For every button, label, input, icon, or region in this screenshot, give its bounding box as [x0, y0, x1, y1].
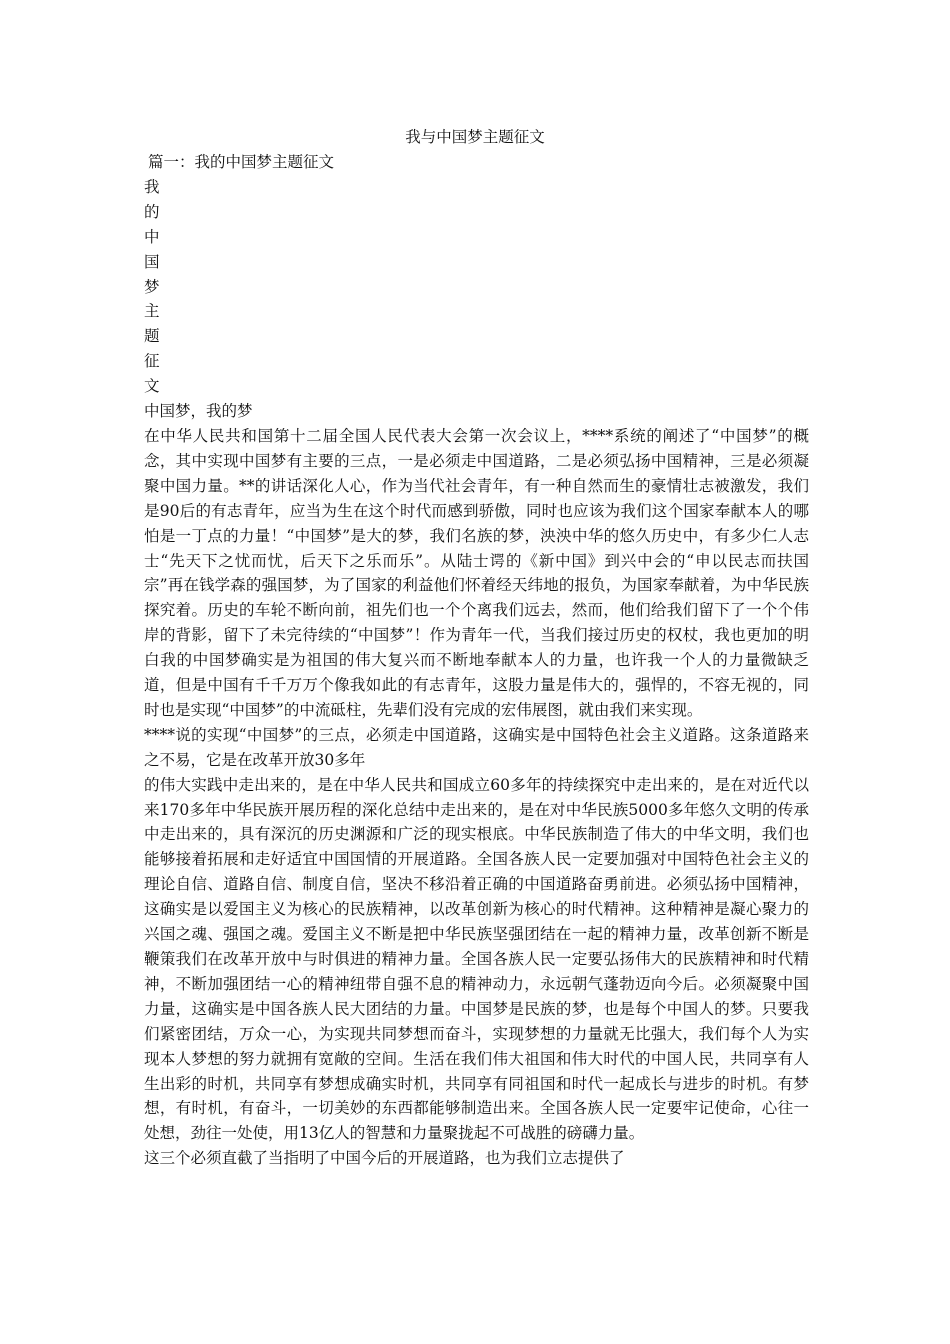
document-body — [144, 150, 809, 1171]
vertical-title-char: 我 — [144, 177, 160, 196]
document-title: 我与中国梦主题征文 — [405, 128, 545, 146]
essay-heading: 中国梦，我的梦 — [144, 402, 253, 421]
vertical-title-char: 主 — [144, 302, 160, 321]
section-subtitle: 篇一：我的中国梦主题征文 — [148, 153, 335, 171]
vertical-title-char: 征 — [144, 352, 160, 371]
vertical-title-char: 题 — [144, 327, 160, 346]
paragraph-2: ****说的实现“中国梦”的三点，必须走中国道路，这确实是中国特色社会主义道路。这条道路来之不易，它是在改革开放30多年 — [144, 725, 809, 769]
paragraph-3: 的伟大实践中走出来的，是在中华人民共和国成立60多年的持续探究中走出来的，是在对近代以来170多年中华民族开展历程的深化总结中走出来的，是在对中华民族5000多年悠久文明的传承中走出来的，具有深沉的历史渊源和广泛的现实根底。中华民族制造了伟大的中华文明，我们也能够接着拓展和走好适宜中国国情的开展道路。全国各族人民一定要加强对中国特色社会主义的理论自信、道路自信、制度自信，坚决不移沿着正确的中国道路奋勇前进。必须弘扬中国精神，这确实是以爱国主义为核心的民族精神，以改革创新为核心的时代精神。这种精神是凝心聚力的兴国之魂、强国之魂。爱国主义不断是把中华民族坚强团结在一起的精神力量，改革创新不断是鞭策我们在改革开放中与时俱进的精神力量。全国各族人民一定要弘扬伟大的民族精神和时代精神，不断加强团结一心的精神纽带自强不息的精神动力，永远朝气蓬勃迈向今后。必须凝聚中国力量，这确实是中国各族人民大团结的力量。中国梦是民族的梦，也是每个中国人的梦。只要我们紧密团结，万众一心，为实现共同梦想而奋斗，实现梦想的力量就无比强大，我们每个人为实现本人梦想的努力就拥有宽敞的空间。生活在我们伟大祖国和伟大时代的中国人民，共同享有人生出彩的时机，共同享有梦想成确实时机，共同享有同祖国和时代一起成长与进步的时机。有梦想，有时机，有奋斗，一切美妙的东西都能够制造出来。全国各族人民一定要牢记使命，心往一处想，劲往一处使，用13亿人的智慧和力量聚拢起不可战胜的磅礴力量。 — [144, 775, 809, 1143]
vertical-title-char: 国 — [144, 252, 160, 271]
vertical-title-char: 的 — [144, 202, 160, 221]
vertical-title — [144, 175, 809, 399]
paragraph-1: 在中华人民共和国第十二届全国人民代表大会第一次会议上，****系统的阐述了“中国梦”的概念，其中实现中国梦有主要的三点，一是必须走中国道路，二是必须弘扬中国精神，三是必须凝聚中国力量。**的讲话深化人心，作为当代社会青年，有一种自然而生的豪情壮志被激发，我们是90后的有志青年，应当为生在这个时代而感到骄傲，同时也应该为我们这个国家奉献本人的哪怕是一丁点的力量！“中国梦”是大的梦，我们名族的梦，泱泱中华的悠久历史中，有多少仁人志士“先天下之忧而忧，后天下之乐而乐”。从陆士谔的《新中国》到兴中会的“申以民志而扶国宗”再在钱学森的强国梦，为了国家的利益他们怀着经天纬地的报负，为国家奉献着，为中华民族探究着。历史的车轮不断向前，祖先们也一个个离我们远去，然而，他们给我们留下了一个个伟岸的背影，留下了未完待续的“中国梦”！作为青年一代，当我们接过历史的权杖，我也更加的明白我的中国梦确实是为祖国的伟大复兴而不断地奉献本人的力量，也许我一个人的力量微缺乏道，但是中国有千千万万个像我如此的有志青年，这股力量是伟大的，强悍的，不容无视的，同时也是实现“中国梦”的中流砥柱，先辈们没有完成的宏伟展图，就由我们来实现。 — [144, 426, 809, 719]
vertical-title-char: 中 — [144, 227, 160, 246]
vertical-title-char: 梦 — [144, 277, 160, 296]
vertical-title-char: 文 — [144, 377, 160, 396]
paragraph-4: 这三个必须直截了当指明了中国今后的开展道路，也为我们立志提供了 — [144, 1149, 625, 1168]
